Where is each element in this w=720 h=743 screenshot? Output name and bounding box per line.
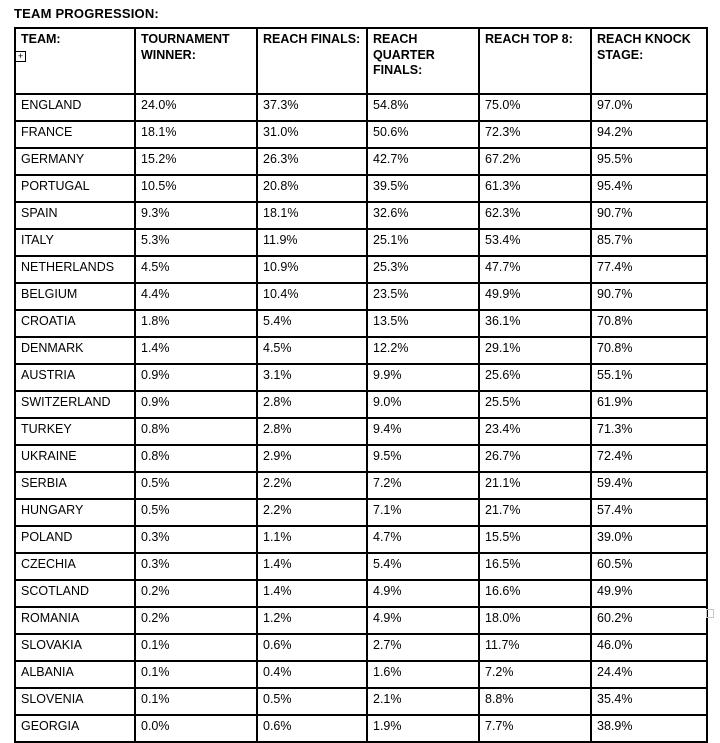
table-row [15, 364, 707, 391]
cell-value: 60.2% [591, 607, 707, 634]
cell-value: 0.1% [135, 634, 257, 661]
cell-value: 5.3% [135, 229, 257, 256]
cell-value: 0.5% [135, 472, 257, 499]
cell-team-name: HUNGARY [15, 499, 135, 526]
cell-value: 9.4% [367, 418, 479, 445]
page-corner-icon [706, 609, 714, 618]
cell-team-name: CZECHIA [15, 553, 135, 580]
cell-value: 0.1% [135, 688, 257, 715]
table-header [15, 28, 707, 94]
column-header-team: TEAM: [15, 28, 135, 94]
cell-value: 97.0% [591, 94, 707, 121]
cell-value: 25.6% [479, 364, 591, 391]
cell-value: 25.5% [479, 391, 591, 418]
cell-value: 25.3% [367, 256, 479, 283]
cell-value: 29.1% [479, 337, 591, 364]
table-row [15, 175, 707, 202]
cell-value: 15.5% [479, 526, 591, 553]
cell-value: 2.1% [367, 688, 479, 715]
cell-value: 8.8% [479, 688, 591, 715]
cell-value: 60.5% [591, 553, 707, 580]
table-row [15, 715, 707, 742]
cell-value: 59.4% [591, 472, 707, 499]
table-row [15, 688, 707, 715]
table-row [15, 94, 707, 121]
cell-value: 13.5% [367, 310, 479, 337]
cell-value: 49.9% [479, 283, 591, 310]
cell-value: 1.8% [135, 310, 257, 337]
cell-value: 0.0% [135, 715, 257, 742]
cell-value: 9.5% [367, 445, 479, 472]
cell-value: 16.6% [479, 580, 591, 607]
team-progression-table [14, 27, 708, 743]
cell-value: 46.0% [591, 634, 707, 661]
cell-value: 25.1% [367, 229, 479, 256]
cell-value: 50.6% [367, 121, 479, 148]
cell-value: 5.4% [257, 310, 367, 337]
column-header-reach-finals: REACH FINALS: [257, 28, 367, 94]
cell-team-name: GEORGIA [15, 715, 135, 742]
cell-value: 7.2% [367, 472, 479, 499]
cell-value: 62.3% [479, 202, 591, 229]
cell-value: 71.3% [591, 418, 707, 445]
table-row [15, 148, 707, 175]
cell-value: 0.8% [135, 418, 257, 445]
cell-team-name: ITALY [15, 229, 135, 256]
table-container [14, 27, 706, 743]
cell-value: 70.8% [591, 337, 707, 364]
cell-value: 18.0% [479, 607, 591, 634]
column-header-reach-knock-stage: REACH KNOCK STAGE: [591, 28, 707, 94]
cell-value: 10.4% [257, 283, 367, 310]
cell-value: 24.0% [135, 94, 257, 121]
table-row [15, 472, 707, 499]
cell-value: 2.2% [257, 472, 367, 499]
cell-team-name: CROATIA [15, 310, 135, 337]
page-title: TEAM PROGRESSION: [14, 6, 159, 21]
cell-value: 95.4% [591, 175, 707, 202]
cell-value: 35.4% [591, 688, 707, 715]
cell-value: 7.7% [479, 715, 591, 742]
table-row [15, 580, 707, 607]
table-row [15, 553, 707, 580]
cell-team-name: BELGIUM [15, 283, 135, 310]
cell-value: 0.5% [257, 688, 367, 715]
cell-value: 1.4% [135, 337, 257, 364]
cell-value: 4.4% [135, 283, 257, 310]
table-row [15, 418, 707, 445]
cell-value: 3.1% [257, 364, 367, 391]
cell-value: 49.9% [591, 580, 707, 607]
cell-team-name: ALBANIA [15, 661, 135, 688]
table-row [15, 337, 707, 364]
table-row [15, 121, 707, 148]
cell-value: 90.7% [591, 283, 707, 310]
table-row [15, 526, 707, 553]
cell-value: 1.4% [257, 580, 367, 607]
cell-value: 0.1% [135, 661, 257, 688]
cell-value: 21.7% [479, 499, 591, 526]
table-header-row [15, 28, 707, 94]
cell-team-name: SERBIA [15, 472, 135, 499]
cell-value: 20.8% [257, 175, 367, 202]
cell-value: 42.7% [367, 148, 479, 175]
cell-value: 95.5% [591, 148, 707, 175]
cell-team-name: SLOVENIA [15, 688, 135, 715]
cell-value: 61.3% [479, 175, 591, 202]
cell-value: 4.9% [367, 580, 479, 607]
cell-value: 1.1% [257, 526, 367, 553]
table-row [15, 283, 707, 310]
cell-value: 0.4% [257, 661, 367, 688]
cell-value: 1.4% [257, 553, 367, 580]
cell-value: 1.2% [257, 607, 367, 634]
cell-value: 4.9% [367, 607, 479, 634]
cell-value: 0.8% [135, 445, 257, 472]
cell-value: 37.3% [257, 94, 367, 121]
table-row [15, 391, 707, 418]
cell-team-name: NETHERLANDS [15, 256, 135, 283]
table-row [15, 634, 707, 661]
cell-value: 24.4% [591, 661, 707, 688]
cell-value: 18.1% [257, 202, 367, 229]
expand-plus-icon[interactable] [15, 51, 26, 62]
cell-team-name: ENGLAND [15, 94, 135, 121]
column-header-reach-quarter-finals: REACH QUARTER FINALS: [367, 28, 479, 94]
cell-value: 39.5% [367, 175, 479, 202]
cell-value: 18.1% [135, 121, 257, 148]
cell-team-name: AUSTRIA [15, 364, 135, 391]
cell-value: 4.5% [135, 256, 257, 283]
table-row [15, 607, 707, 634]
cell-value: 0.9% [135, 391, 257, 418]
cell-value: 7.1% [367, 499, 479, 526]
cell-value: 0.9% [135, 364, 257, 391]
cell-value: 2.9% [257, 445, 367, 472]
cell-value: 9.0% [367, 391, 479, 418]
cell-value: 15.2% [135, 148, 257, 175]
cell-value: 36.1% [479, 310, 591, 337]
table-row [15, 499, 707, 526]
table-row [15, 310, 707, 337]
cell-value: 70.8% [591, 310, 707, 337]
table-row [15, 445, 707, 472]
cell-value: 61.9% [591, 391, 707, 418]
cell-team-name: SCOTLAND [15, 580, 135, 607]
cell-team-name: SWITZERLAND [15, 391, 135, 418]
cell-value: 55.1% [591, 364, 707, 391]
cell-value: 26.3% [257, 148, 367, 175]
cell-team-name: POLAND [15, 526, 135, 553]
cell-value: 72.3% [479, 121, 591, 148]
cell-value: 10.9% [257, 256, 367, 283]
cell-value: 4.5% [257, 337, 367, 364]
table-row [15, 661, 707, 688]
cell-value: 26.7% [479, 445, 591, 472]
cell-value: 90.7% [591, 202, 707, 229]
cell-value: 38.9% [591, 715, 707, 742]
cell-value: 0.6% [257, 715, 367, 742]
cell-value: 16.5% [479, 553, 591, 580]
cell-value: 0.6% [257, 634, 367, 661]
cell-team-name: UKRAINE [15, 445, 135, 472]
column-header-reach-top-8: REACH TOP 8: [479, 28, 591, 94]
cell-value: 9.3% [135, 202, 257, 229]
cell-value: 2.8% [257, 418, 367, 445]
table-row [15, 202, 707, 229]
cell-team-name: SPAIN [15, 202, 135, 229]
cell-value: 0.2% [135, 580, 257, 607]
cell-value: 1.9% [367, 715, 479, 742]
cell-value: 0.2% [135, 607, 257, 634]
cell-value: 11.7% [479, 634, 591, 661]
cell-value: 0.3% [135, 553, 257, 580]
cell-value: 47.7% [479, 256, 591, 283]
table-row [15, 256, 707, 283]
cell-value: 2.2% [257, 499, 367, 526]
cell-team-name: FRANCE [15, 121, 135, 148]
cell-value: 2.7% [367, 634, 479, 661]
cell-team-name: TURKEY [15, 418, 135, 445]
cell-value: 7.2% [479, 661, 591, 688]
cell-team-name: DENMARK [15, 337, 135, 364]
cell-value: 32.6% [367, 202, 479, 229]
cell-value: 54.8% [367, 94, 479, 121]
cell-value: 31.0% [257, 121, 367, 148]
cell-value: 0.5% [135, 499, 257, 526]
cell-value: 2.8% [257, 391, 367, 418]
table-body [15, 94, 707, 742]
column-header-tournament-winner: TOURNAMENT WINNER: [135, 28, 257, 94]
cell-value: 75.0% [479, 94, 591, 121]
cell-value: 57.4% [591, 499, 707, 526]
cell-team-name: GERMANY [15, 148, 135, 175]
cell-team-name: PORTUGAL [15, 175, 135, 202]
cell-team-name: ROMANIA [15, 607, 135, 634]
cell-value: 85.7% [591, 229, 707, 256]
table-row [15, 229, 707, 256]
cell-value: 23.5% [367, 283, 479, 310]
cell-value: 12.2% [367, 337, 479, 364]
cell-value: 53.4% [479, 229, 591, 256]
cell-value: 5.4% [367, 553, 479, 580]
cell-value: 72.4% [591, 445, 707, 472]
cell-value: 77.4% [591, 256, 707, 283]
cell-value: 67.2% [479, 148, 591, 175]
cell-value: 23.4% [479, 418, 591, 445]
cell-value: 21.1% [479, 472, 591, 499]
cell-value: 1.6% [367, 661, 479, 688]
cell-value: 0.3% [135, 526, 257, 553]
cell-value: 39.0% [591, 526, 707, 553]
cell-value: 9.9% [367, 364, 479, 391]
cell-value: 94.2% [591, 121, 707, 148]
cell-value: 11.9% [257, 229, 367, 256]
cell-value: 10.5% [135, 175, 257, 202]
cell-value: 4.7% [367, 526, 479, 553]
cell-team-name: SLOVAKIA [15, 634, 135, 661]
